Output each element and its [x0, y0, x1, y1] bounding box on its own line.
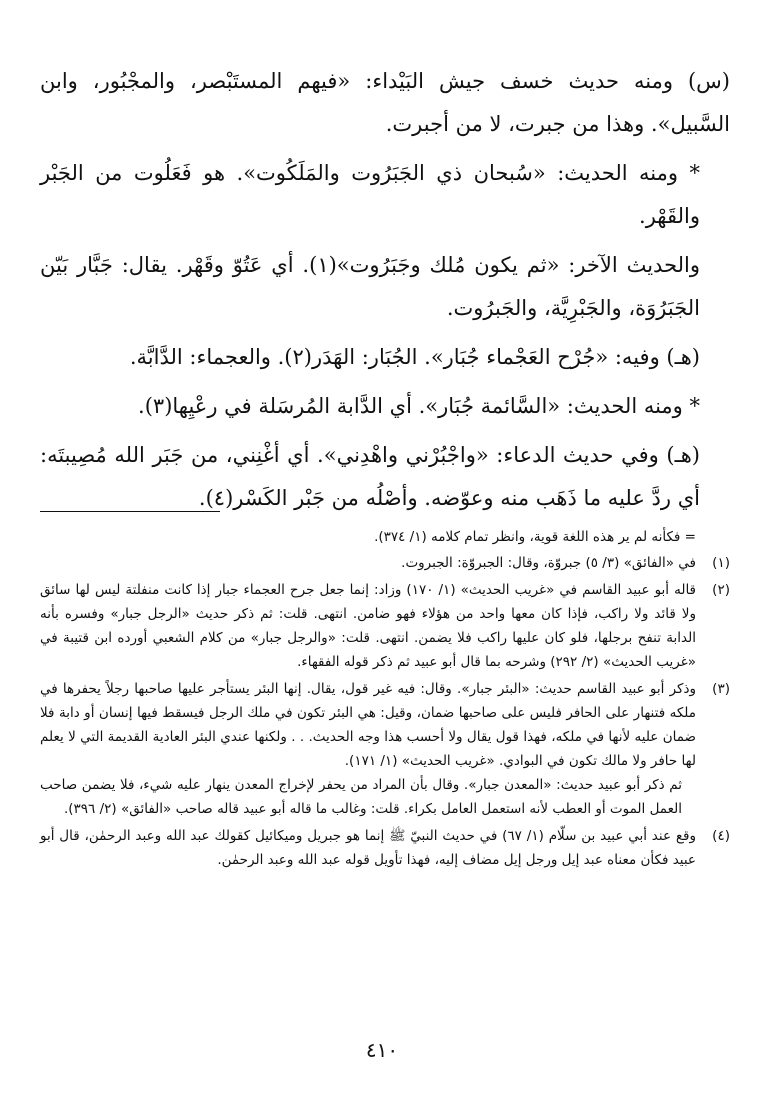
footnote	[40, 551, 730, 575]
entry-paragraph: (س) ومنه حديث خسف جيش البَيْداء: «فيهم المستَبْصر، والمجْبُور، وابن السَّبيل». وهذا من جبرت، لا من أجبرت.	[40, 69, 730, 136]
entry-paragraph: * ومنه الحديث: «السَّائمة جُبَار». أي الدَّابة المُرسَلة في رعْيِها(٣).	[138, 394, 700, 418]
footnote	[40, 677, 730, 821]
footnote-continuation: = فكأنه لم ير هذه اللغة قوية، وانظر تمام كلامه (١/ ٣٧٤).	[374, 529, 696, 545]
entry-paragraph: (هـ) وفيه: «جُرْح العَجْماء جُبَار». الجُبَار: الهَدَر(٢). والعجماء: الدَّابَّة.	[129, 345, 700, 369]
footnote-text: قاله أبو عبيد القاسم في «غريب الحديث» (١/ ١٧٠) وزاد: إنما جعل جرح العجماء جبار إذا كانت منفلتة ليس لها سائق ولا قائد ولا راكب، فإذا كان معها واحد من هؤلاء فهو ضامن. انتهى. قلت: ثم ذكر حديث «الرجل جبار» وفسره بأنه الدابة تنفح برجلها، فلو كان عليها راكب فلا يضمن. انتهى. قلت: «والرجل جبار» من كلام الشعبي أورده ابن قتيبة في «غريب الحديث» (٢/ ٢٩٢) وشرحه بما قال أبو عبيد ثم ذكر قوله الفقهاء.	[40, 582, 697, 670]
entry-paragraph: (هـ) وفي حديث الدعاء: «واجْبُرْني واهْدِني». أي أغْنِني، من جَبَر الله مُصِيبتَه: أي ردَّ عليه ما ذَهَب منه وعوّضه. وأصْلُه من جَبْر الكَسْر(٤).	[40, 443, 700, 510]
entry-paragraph: والحديث الآخر: «ثم يكون مُلك وجَبَرُوت»(١). أي عَتُوّ وقَهْر. يقال: جَبَّار بَيّن الجَبَرُوَة، والجَبْرِيَّة، والجَبرُوت.	[40, 253, 700, 320]
footnote-text: وقع عند أبي عبيد بن سلّام (١/ ٦٧) في حديث النبيّ ﷺ إنما هو جبريل وميكائيل كقولك عبد الله وعبد الرحمٰن، قال أبو عبيد فكأن معناه عبد إيل ورجل إيل مضاف إليه، فهذا تأويل قوله عبد الله وعبد الرحمٰن.	[40, 828, 697, 868]
footnote-number: (٣)	[712, 681, 730, 697]
entry-paragraph: * ومنه الحديث: «سُبحان ذي الجَبَرُوت والمَلَكُوت». هو فَعَلُوت من الجَبْر والقَهْر.	[40, 161, 700, 228]
footnote-number: (١)	[712, 555, 730, 571]
page-number: ٤١٠	[365, 1038, 399, 1062]
footnote-divider	[40, 511, 220, 512]
footnote	[40, 824, 730, 872]
footnote-number: (٢)	[712, 582, 730, 598]
footnotes	[40, 525, 730, 875]
main-text	[40, 60, 730, 526]
footnote-text: وذكر أبو عبيد القاسم حديث: «البئر جبار». وقال: فيه غير قول، يقال. إنها البئر يستأجر عليها صاحبها رجلاً يحفرها في ملكه فتنهار على الحافر فليس على صاحبها ضمان، وقيل: هي البئر تكون في ملك الرجل فيسقط فيها إنسان أو دابة فلا ضمان عليه لأنها في ملكه، فهذا قول يقال ولا أحسب هذا وجه الحديث. . . ولكنها عندي البئر العادية القديمة التي لا يعلم لها حافر ولا مالك تكون في البوادي. «غريب الحديث» (١/ ١٧١).	[40, 681, 696, 769]
footnote	[40, 578, 730, 674]
footnote-number: (٤)	[712, 828, 730, 844]
footnote-subparagraph: ثم ذكر أبو عبيد حديث: «المعدن جبار». وقال بأن المراد من يحفر لإخراج المعدن ينهار عليه شيء، فلا يضمن صاحب العمل الموت أو العطب لأنه استعمل العامل بكراء. قلت: وغالب ما قاله أبو عبيد قاله صاحب «الفائق» (٢/ ٣٩٦).	[40, 777, 682, 817]
footnote-text: في «الفائق» (٣/ ٥) جبروّة، وقال: الجبروّة: الجبروت.	[401, 555, 696, 571]
